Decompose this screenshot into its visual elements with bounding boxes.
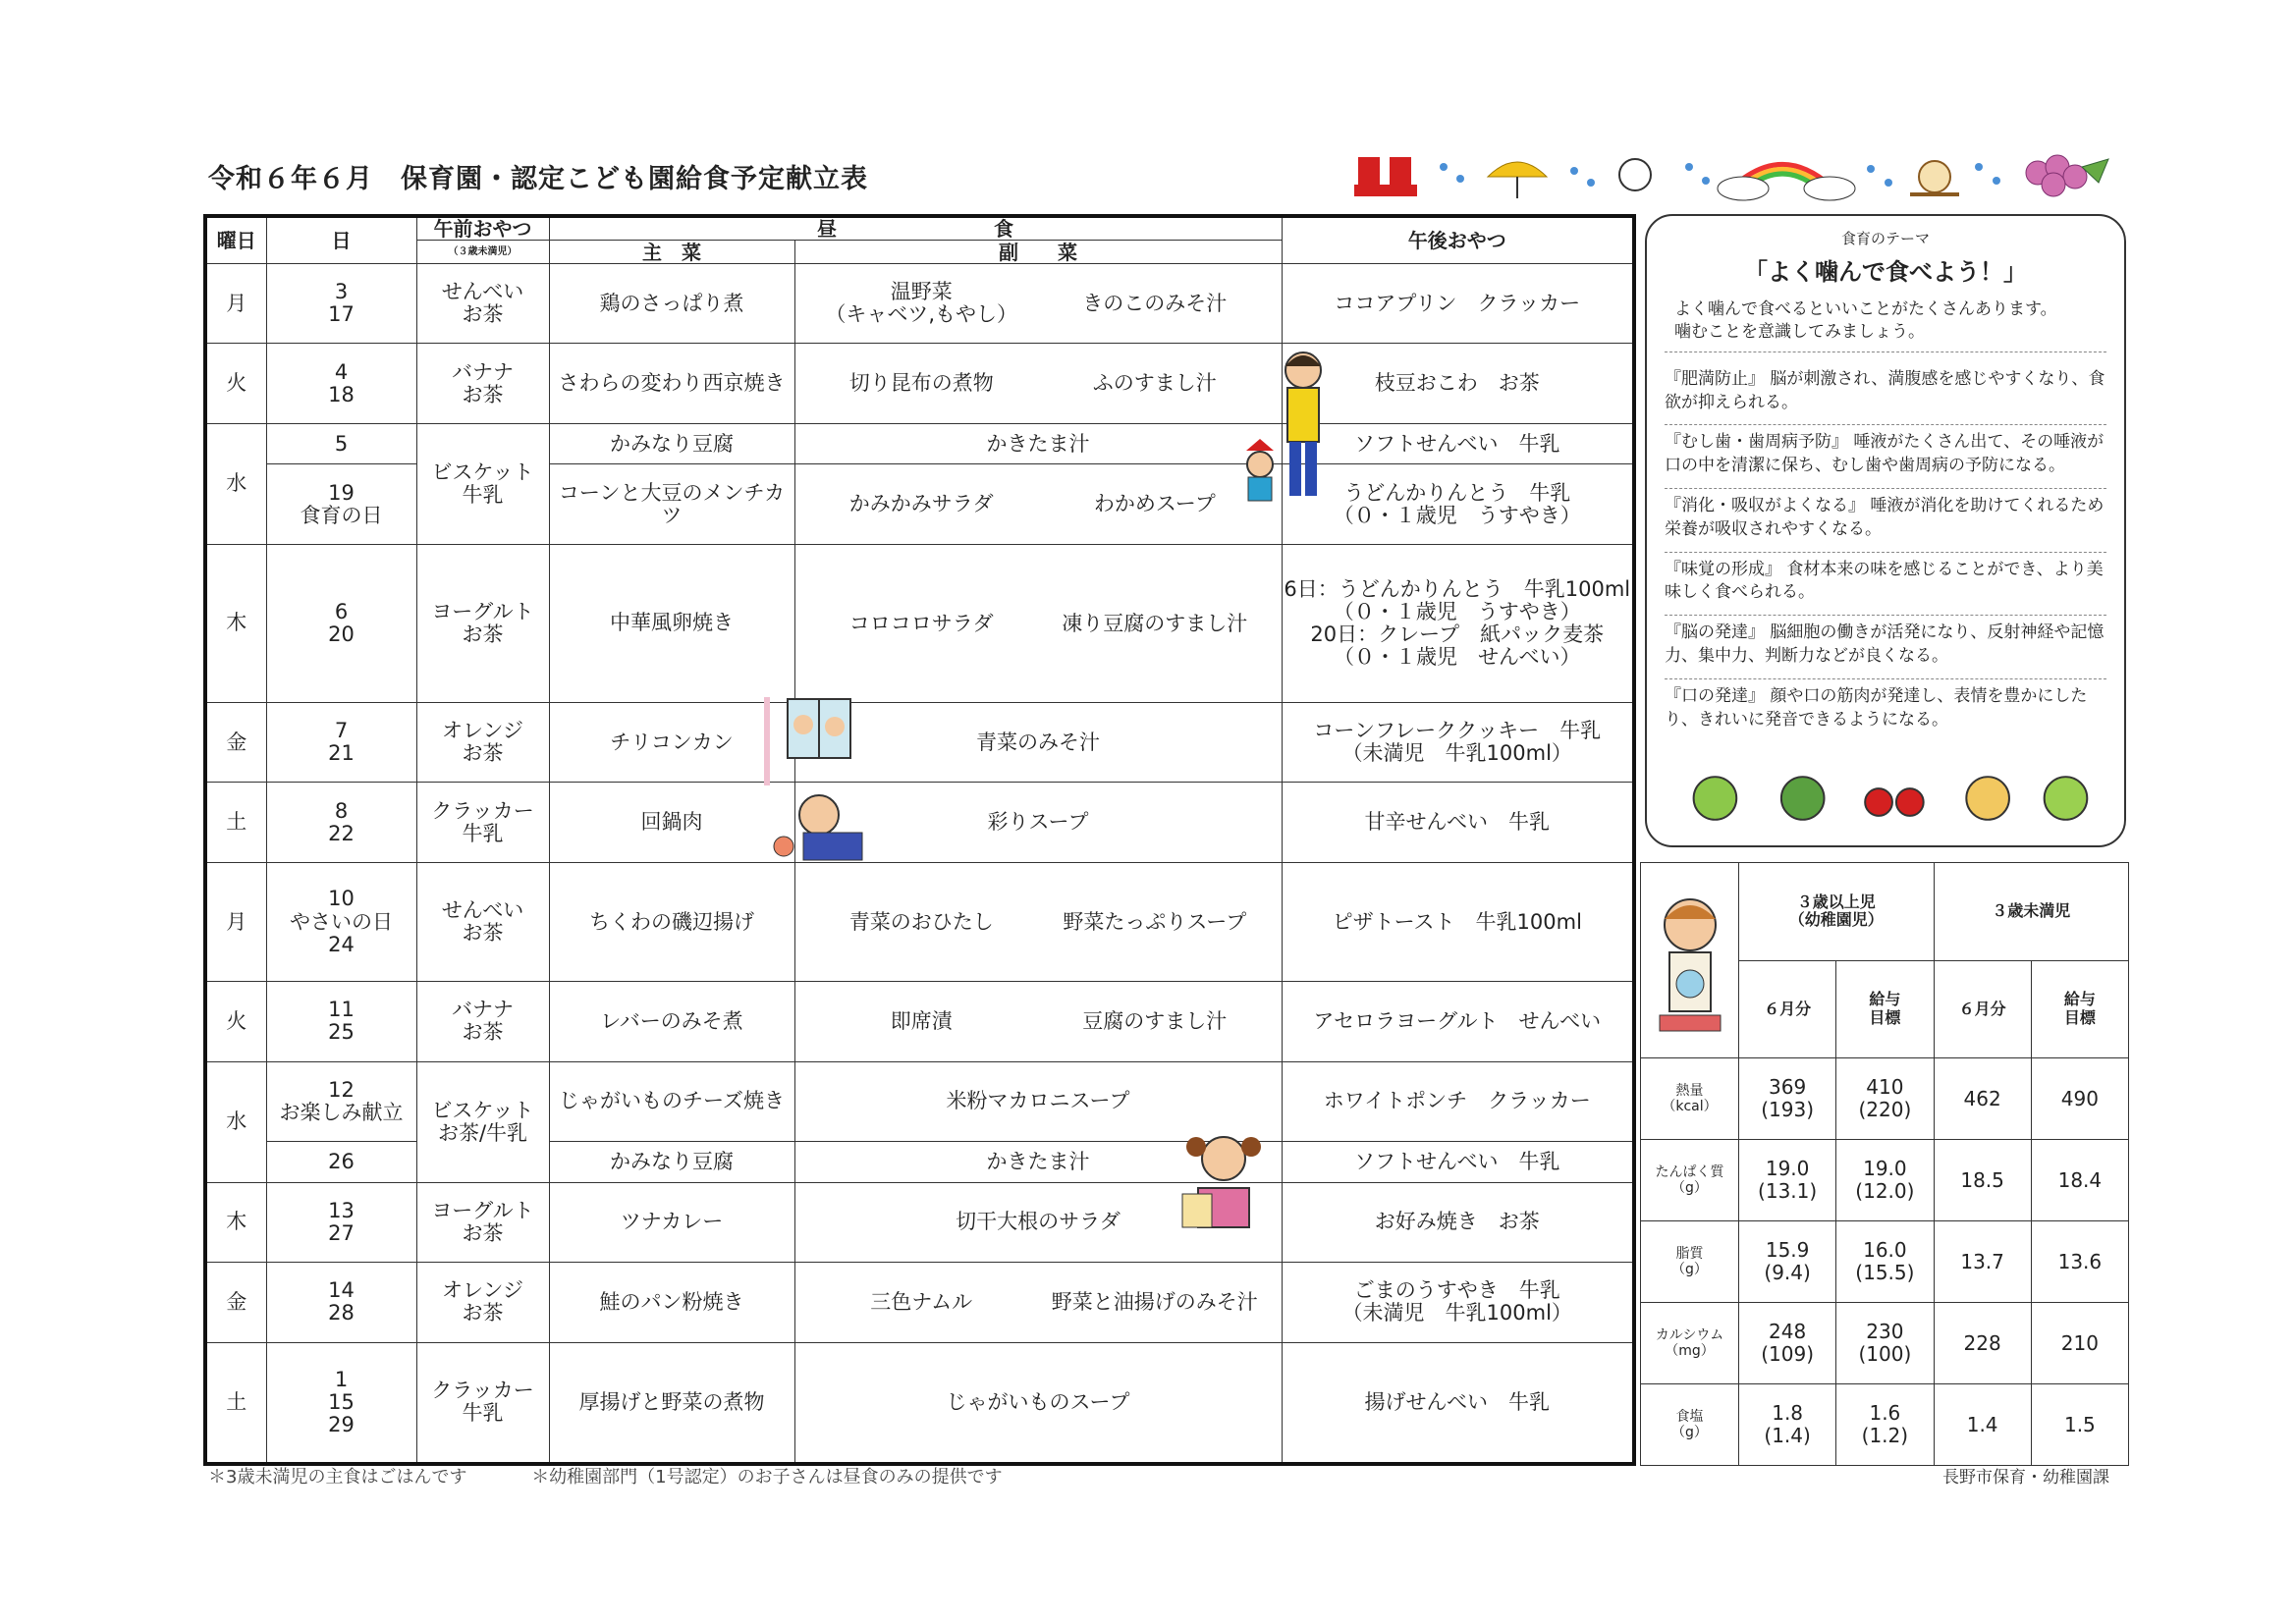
col-target-header: 給与 目標	[1836, 960, 1934, 1058]
nutrient-label: たんぱく質 （g）	[1641, 1140, 1739, 1221]
main-dish-cell: ちくわの磯辺揚げ	[549, 862, 794, 981]
side-dish-cell: じゃがいものスープ	[794, 1342, 1282, 1464]
day-cell: 1 15 29	[266, 1342, 416, 1464]
day-cell: 4 18	[266, 344, 416, 423]
children-window-illustration	[764, 697, 877, 864]
nutrient-value: 18.4	[2031, 1140, 2128, 1221]
pm-snack-cell: 揚げせんべい 牛乳	[1282, 1342, 1634, 1464]
day-cell: 26	[266, 1142, 416, 1183]
table-row	[205, 1182, 1634, 1262]
nutrient-value: 1.4	[1934, 1384, 2031, 1466]
pm-snack-cell: コーンフレーククッキー 牛乳 （未満児 牛乳100ml）	[1282, 703, 1634, 783]
am-snack-cell: バナナ お茶	[416, 344, 549, 423]
theme-point: 『味覚の形成』 食材本来の味を感じることができ、より美味しく食べられる。	[1665, 553, 2106, 617]
dow-cell: 水	[205, 423, 266, 544]
header-am-snack-note: （３歳未満児）	[416, 241, 549, 264]
day-cell: 11 25	[266, 982, 416, 1061]
hydrangea-icon	[2026, 155, 2108, 196]
header-day: 日	[266, 216, 416, 264]
pm-snack-cell: アセロラヨーグルト せんべい	[1282, 982, 1634, 1061]
side-dish-cell	[794, 862, 1282, 981]
side-dish-2: 野菜たっぷりスープ	[1063, 909, 1247, 934]
snail-icon	[1910, 161, 1959, 194]
header-am-snack: 午前おやつ	[416, 216, 549, 241]
dow-cell: 土	[205, 783, 266, 862]
day-cell: 3 17	[266, 264, 416, 344]
theme-point: 『口の発達』 顔や口の筋肉が発達し、表情を豊かにしたり、きれいに発音できるようになる。	[1665, 685, 2088, 730]
rainbow-cloud-icon	[1718, 165, 1855, 201]
side-dish-2: 豆腐のすまし汁	[1082, 1009, 1228, 1034]
am-snack-cell: ヨーグルト お茶	[416, 544, 549, 702]
side-dish-1: コロコロサラダ	[848, 611, 994, 635]
boy-illustration	[1232, 349, 1340, 511]
vegetable-characters-illustration	[1647, 759, 2124, 838]
side-dish-2: わかめスープ	[1093, 492, 1216, 516]
pm-snack-cell: ピザトースト 牛乳100ml	[1282, 862, 1634, 981]
dow-cell: 水	[205, 1061, 266, 1182]
table-row	[205, 344, 1634, 423]
main-dish-cell: さわらの変わり西京焼き	[549, 344, 794, 423]
nutrient-value: 369 (193)	[1739, 1058, 1836, 1140]
side-dish-1: 青菜のおひたし	[848, 909, 994, 934]
day-cell: 7 21	[266, 703, 416, 783]
pm-snack-cell: 枝豆おこわ お茶	[1282, 344, 1634, 423]
side-dish-cell: 彩りスープ	[794, 783, 1282, 862]
main-dish-cell: チリコンカン	[549, 703, 794, 783]
table-row	[205, 862, 1634, 981]
day-cell: 5	[266, 423, 416, 464]
side-dish-1: 温野菜 （キャベツ,もやし）	[825, 280, 1018, 327]
main-dish-cell: ツナカレー	[549, 1182, 794, 1262]
side-dish-2: きのこのみそ汁	[1082, 291, 1228, 315]
table-row	[1641, 1221, 2129, 1303]
food-education-theme-box	[1645, 214, 2126, 847]
group-over3-header: ３歳以上児 （幼稚園児）	[1739, 863, 1935, 961]
side-dish-2: ふのすまし汁	[1092, 371, 1217, 396]
am-snack-cell: オレンジ お茶	[416, 703, 549, 783]
theme-intro: よく噛んで食べるといいことがたくさんあります。 噛むことを意識してみましょう。	[1665, 298, 2106, 352]
am-snack-cell: せんべい お茶	[416, 862, 549, 981]
theme-point: 『脳の発達』 脳細胞の働きが活発になり、反射神経や記憶力、集中力、判断力などが良くなる。	[1665, 616, 2106, 679]
table-row	[205, 1342, 1634, 1464]
footnote: ＊3歳未満児の主食はごはんです	[208, 1467, 467, 1488]
pm-snack-cell: ココアプリン クラッカー	[1282, 264, 1634, 344]
table-row	[205, 264, 1634, 344]
am-snack-cell: オレンジ お茶	[416, 1263, 549, 1342]
am-snack-cell: ヨーグルト お茶	[416, 1182, 549, 1262]
nutrition-corner	[1641, 863, 1739, 1058]
table-row	[1641, 1058, 2129, 1140]
rainy-season-illustration	[1350, 147, 2116, 206]
side-dish-1: 即席漬	[890, 1009, 953, 1034]
pm-snack-cell: ソフトせんべい 牛乳	[1282, 1142, 1634, 1183]
girl-reading-illustration	[1176, 1129, 1270, 1237]
side-dish-2: 凍り豆腐のすまし汁	[1062, 611, 1248, 635]
table-row	[205, 703, 1634, 783]
pm-snack-cell: 6日：うどんかりんとう 牛乳100ml （０・１歳児 うすやき） 20日：クレープ 紙パック麦茶 （０・１歳児 せんべい）	[1282, 544, 1634, 702]
nutrient-value: 16.0 (15.5)	[1836, 1221, 1934, 1303]
main-dish-cell: じゃがいものチーズ焼き	[549, 1061, 794, 1141]
table-row	[205, 1263, 1634, 1342]
nutrient-value: 1.6 (1.2)	[1836, 1384, 1934, 1466]
table-row	[205, 982, 1634, 1061]
main-dish-cell: 中華風卵焼き	[549, 544, 794, 702]
dow-cell: 土	[205, 1342, 266, 1464]
side-dish-2: 野菜と油揚げのみそ汁	[1051, 1290, 1258, 1314]
nutrient-value: 18.5	[1934, 1140, 2031, 1221]
table-row	[205, 783, 1634, 862]
side-dish-1: 切り昆布の煮物	[848, 371, 994, 396]
nutrient-value: 490	[2031, 1058, 2128, 1140]
side-dish-cell	[794, 344, 1282, 423]
nutrient-value: 210	[2031, 1303, 2128, 1384]
am-snack-cell: バナナ お茶	[416, 982, 549, 1061]
side-dish-cell	[794, 264, 1282, 344]
side-dish-cell	[794, 464, 1282, 544]
dow-cell: 火	[205, 982, 266, 1061]
table-row	[205, 544, 1634, 702]
nutrient-value: 1.8 (1.4)	[1739, 1384, 1836, 1466]
nutrient-value: 13.6	[2031, 1221, 2128, 1303]
nutrient-value: 462	[1934, 1058, 2031, 1140]
side-dish-cell	[794, 1263, 1282, 1342]
header-main: 主 菜	[549, 241, 794, 264]
pm-snack-cell: ホワイトポンチ クラッカー	[1282, 1061, 1634, 1141]
am-snack-cell: せんべい お茶	[416, 264, 549, 344]
group-under3-header: ３歳未満児	[1934, 863, 2129, 961]
col-month-header: ６月分	[1739, 960, 1836, 1058]
theme-point: 『肥満防止』 脳が刺激され、満腹感を感じやすくなり、食欲が抑えられる。	[1665, 362, 2106, 426]
main-dish-cell: かみなり豆腐	[549, 1142, 794, 1183]
nutrient-value: 13.7	[1934, 1221, 2031, 1303]
day-cell: 8 22	[266, 783, 416, 862]
pm-snack-cell: ソフトせんべい 牛乳	[1282, 423, 1634, 464]
table-row	[1641, 1384, 2129, 1466]
theme-point: 『むし歯・歯周病予防』 唾液がたくさん出て、その唾液が口の中を清潔に保ち、むし歯や歯周病の予防になる。	[1665, 425, 2106, 489]
header-dow: 曜日	[205, 216, 266, 264]
side-dish-cell: 米粉マカロニスープ	[794, 1061, 1282, 1141]
nutrient-label: 脂質 （g）	[1641, 1221, 1739, 1303]
col-target-header: 給与 目標	[2031, 960, 2128, 1058]
publisher-credit: 長野市保育・幼稚園課	[1942, 1468, 2109, 1488]
day-cell: 12 お楽しみ献立	[266, 1061, 416, 1141]
side-dish-cell	[794, 982, 1282, 1061]
sprout-character-icon	[1619, 159, 1651, 190]
day-cell: 6 20	[266, 544, 416, 702]
umbrella-icon	[1488, 162, 1547, 177]
day-cell: 10 やさいの日 24	[266, 862, 416, 981]
nutrient-value: 248 (109)	[1739, 1303, 1836, 1384]
theme-title: 「よく噛んで食べよう！」	[1744, 258, 2027, 286]
dow-cell: 金	[205, 1263, 266, 1342]
nutrition-table	[1640, 862, 2129, 1466]
dow-cell: 木	[205, 544, 266, 702]
footnote: ＊幼稚園部門（1号認定）のお子さんは昼食のみの提供です	[531, 1467, 1003, 1488]
theme-point: 『消化・吸収がよくなる』 唾液が消化を助けてくれるため栄養が吸収されやすくなる。	[1665, 489, 2106, 553]
side-dish-1: 三色ナムル	[870, 1290, 973, 1314]
nutrient-label: 熱量 （kcal）	[1641, 1058, 1739, 1140]
pm-snack-cell: お好み焼き お茶	[1282, 1182, 1634, 1262]
theme-label: 食育のテーマ	[1840, 230, 1930, 247]
nutrient-value: 19.0 (12.0)	[1836, 1140, 1934, 1221]
lunch-menu-table	[203, 214, 1636, 1466]
child-eating-illustration	[1646, 886, 1734, 1053]
nutrient-value: 1.5	[2031, 1384, 2128, 1466]
header-pm-snack: 午後おやつ	[1282, 216, 1634, 264]
pm-snack-cell: ごまのうすやき 牛乳 （未満児 牛乳100ml）	[1282, 1263, 1634, 1342]
nutrient-label: カルシウム （mg）	[1641, 1303, 1739, 1384]
nutrient-value: 230 (100)	[1836, 1303, 1934, 1384]
nutrient-label: 食塩 （g）	[1641, 1384, 1739, 1466]
nutrient-value: 19.0 (13.1)	[1739, 1140, 1836, 1221]
header-lunch: 昼 食	[549, 216, 1282, 241]
nutrient-value: 228	[1934, 1303, 2031, 1384]
side-dish-cell: かきたま汁	[794, 1142, 1282, 1183]
side-dish-cell: かきたま汁	[794, 423, 1282, 464]
table-row	[1641, 1303, 2129, 1384]
am-snack-cell: クラッカー 牛乳	[416, 783, 549, 862]
nutrient-value: 410 (220)	[1836, 1058, 1934, 1140]
dow-cell: 火	[205, 344, 266, 423]
am-snack-cell: ビスケット 牛乳	[416, 423, 549, 544]
day-cell: 19 食育の日	[266, 464, 416, 544]
am-snack-cell: クラッカー 牛乳	[416, 1342, 549, 1464]
pm-snack-cell: うどんかりんとう 牛乳 （０・１歳児 うすやき）	[1282, 464, 1634, 544]
dow-cell: 月	[205, 862, 266, 981]
day-cell: 14 28	[266, 1263, 416, 1342]
side-dish-cell	[794, 544, 1282, 702]
nutrient-value: 15.9 (9.4)	[1739, 1221, 1836, 1303]
main-dish-cell: 鮭のパン粉焼き	[549, 1263, 794, 1342]
main-dish-cell: 鶏のさっぱり煮	[549, 264, 794, 344]
page-title: 令和６年６月 保育園・認定こども園給食予定献立表	[208, 164, 868, 194]
col-month-header: ６月分	[1934, 960, 2031, 1058]
pm-snack-cell: 甘辛せんべい 牛乳	[1282, 783, 1634, 862]
main-dish-cell: 回鍋肉	[549, 783, 794, 862]
am-snack-cell: ビスケット お茶/牛乳	[416, 1061, 549, 1182]
dow-cell: 木	[205, 1182, 266, 1262]
main-dish-cell: レバーのみそ煮	[549, 982, 794, 1061]
dow-cell: 金	[205, 703, 266, 783]
table-row	[1641, 1140, 2129, 1221]
side-dish-cell: 青菜のみそ汁	[794, 703, 1282, 783]
side-dish-cell: 切干大根のサラダ	[794, 1182, 1282, 1262]
dow-cell: 月	[205, 264, 266, 344]
table-row	[205, 1061, 1634, 1141]
side-dish-1: かみかみサラダ	[848, 492, 994, 516]
table-row	[205, 423, 1634, 464]
main-dish-cell: 厚揚げと野菜の煮物	[549, 1342, 794, 1464]
rain-boots-icon	[1354, 157, 1417, 196]
main-dish-cell: かみなり豆腐	[549, 423, 794, 464]
header-side: 副 菜	[794, 241, 1282, 264]
main-dish-cell: コーンと大豆のメンチカツ	[549, 464, 794, 544]
footnotes	[208, 1463, 1062, 1488]
day-cell: 13 27	[266, 1182, 416, 1262]
